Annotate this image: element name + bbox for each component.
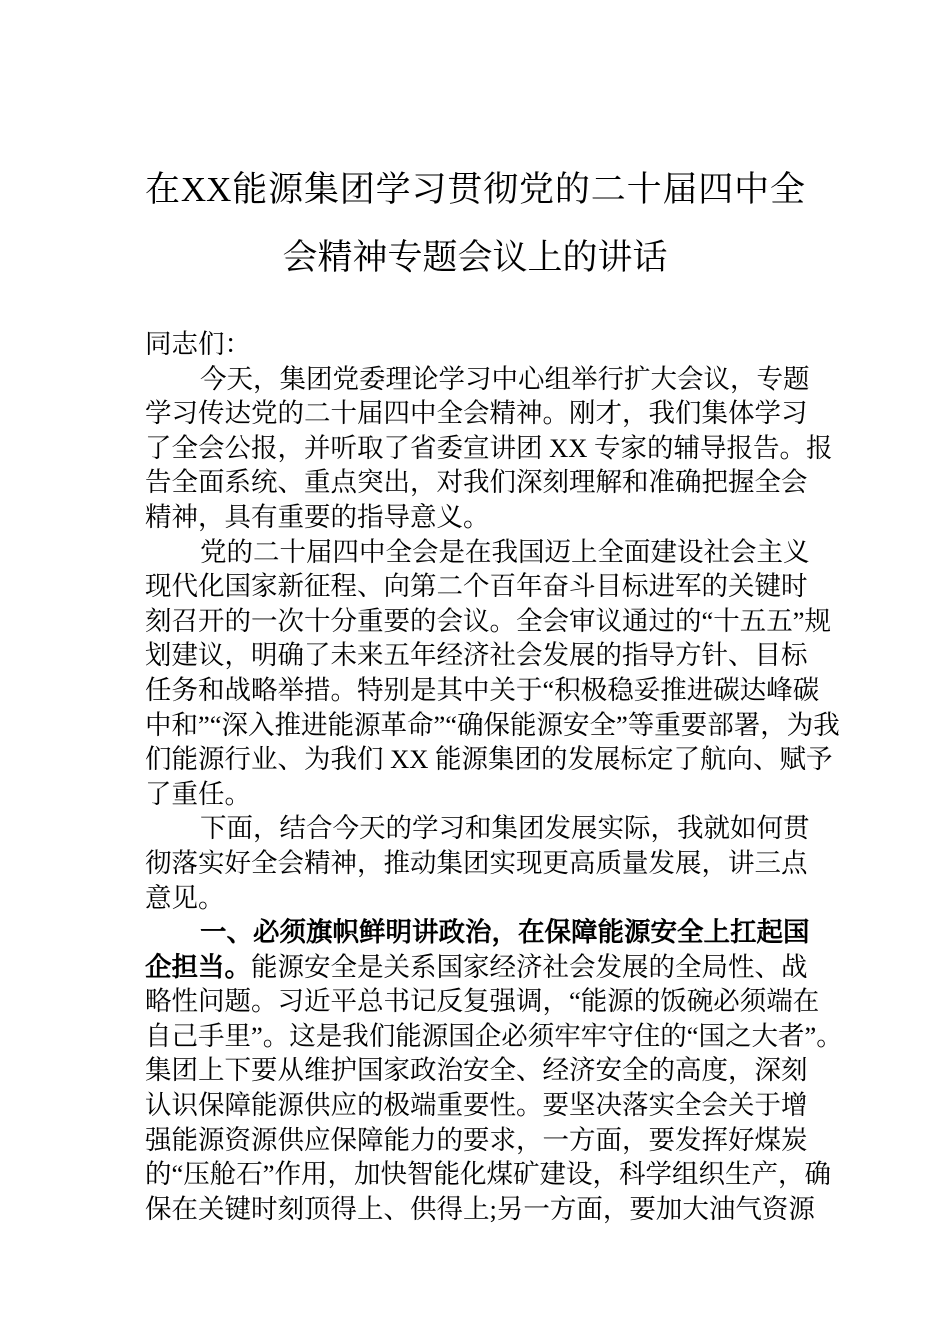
section-line: 略性问题。习近平总书记反复强调，“能源的饭碗必须端在 [145, 986, 820, 1017]
paragraph-line: 彻落实好全会精神，推动集团实现更高质量发展，讲三点 [145, 847, 808, 878]
section-heading [145, 915, 810, 950]
section-1 [145, 915, 843, 1226]
paragraph-line: 任务和战略举措。特别是其中关于“积极稳妥推进碳达峰碳 [145, 674, 820, 705]
section-line: 认识保障能源供应的极端重要性。要坚决落实全会关于增 [145, 1090, 808, 1121]
paragraph-line: 今天，集团党委理论学习中心组举行扩大会议，专题 [200, 363, 810, 394]
paragraph-line: 现代化国家新征程、向第二个百年奋斗目标进军的关键时 [145, 571, 808, 602]
paragraph-line: 了全会公报，并听取了省委宣讲团 XX 专家的辅导报告。报 [145, 432, 833, 463]
paragraph-line: 了重任。 [145, 778, 251, 809]
salutation: 同志们： [145, 329, 251, 359]
paragraph [145, 362, 833, 535]
section-line: 保在关键时刻顶得上、供得上;另一方面，要加大油气资源 [145, 1193, 815, 1224]
paragraph-line: 中和”“深入推进能源革命”“确保能源安全”等重要部署，为我 [145, 709, 840, 740]
paragraph-line: 意见。 [145, 882, 225, 913]
section-heading-text: 一、必须旗帜鲜明讲政治，在保障能源安全上扛起国 [200, 917, 810, 948]
document-title-line-2: 会精神专题会议上的讲话 [282, 238, 668, 277]
section-line: 集团上下要从维护国家政治安全、经济安全的高度，深刻 [145, 1055, 808, 1086]
section-heading-text-end: 企担当。 [145, 951, 251, 982]
paragraph-line: 学习传达党的二十届四中全会精神。刚才，我们集体学习 [145, 398, 808, 429]
section-line [145, 950, 807, 985]
paragraph [145, 535, 840, 812]
section-line: 的“压舱石”作用，加快智能化煤矿建设，科学组织生产，确 [145, 1159, 832, 1190]
paragraph-line: 告全面系统、重点突出，对我们深刻理解和准确把握全会 [145, 467, 808, 498]
paragraph-line: 精神，具有重要的指导意义。 [145, 501, 490, 532]
document-title-line-1: 在XX能源集团学习贯彻党的二十届四中全 [145, 170, 805, 209]
section-line: 自己手里”。这是我们能源国企必须牢牢守住的“国之大者”。 [145, 1020, 843, 1051]
paragraph-line: 刻召开的一次十分重要的会议。全会审议通过的“十五五”规 [145, 605, 832, 636]
paragraph-line: 党的二十届四中全会是在我国迈上全面建设社会主义 [200, 536, 810, 567]
section-line: 强能源资源供应保障能力的要求，一方面，要发挥好煤炭 [145, 1124, 808, 1155]
paragraph [145, 811, 810, 915]
paragraph-line: 划建议，明确了未来五年经济社会发展的指导方针、目标 [145, 640, 808, 671]
section-text: 能源安全是关系国家经济社会发展的全局性、战 [251, 951, 808, 982]
paragraph-line: 下面，结合今天的学习和集团发展实际，我就如何贯 [200, 813, 810, 844]
paragraph-line: 们能源行业、为我们 XX 能源集团的发展标定了航向、赋予 [145, 744, 833, 775]
document-body [145, 327, 843, 1226]
